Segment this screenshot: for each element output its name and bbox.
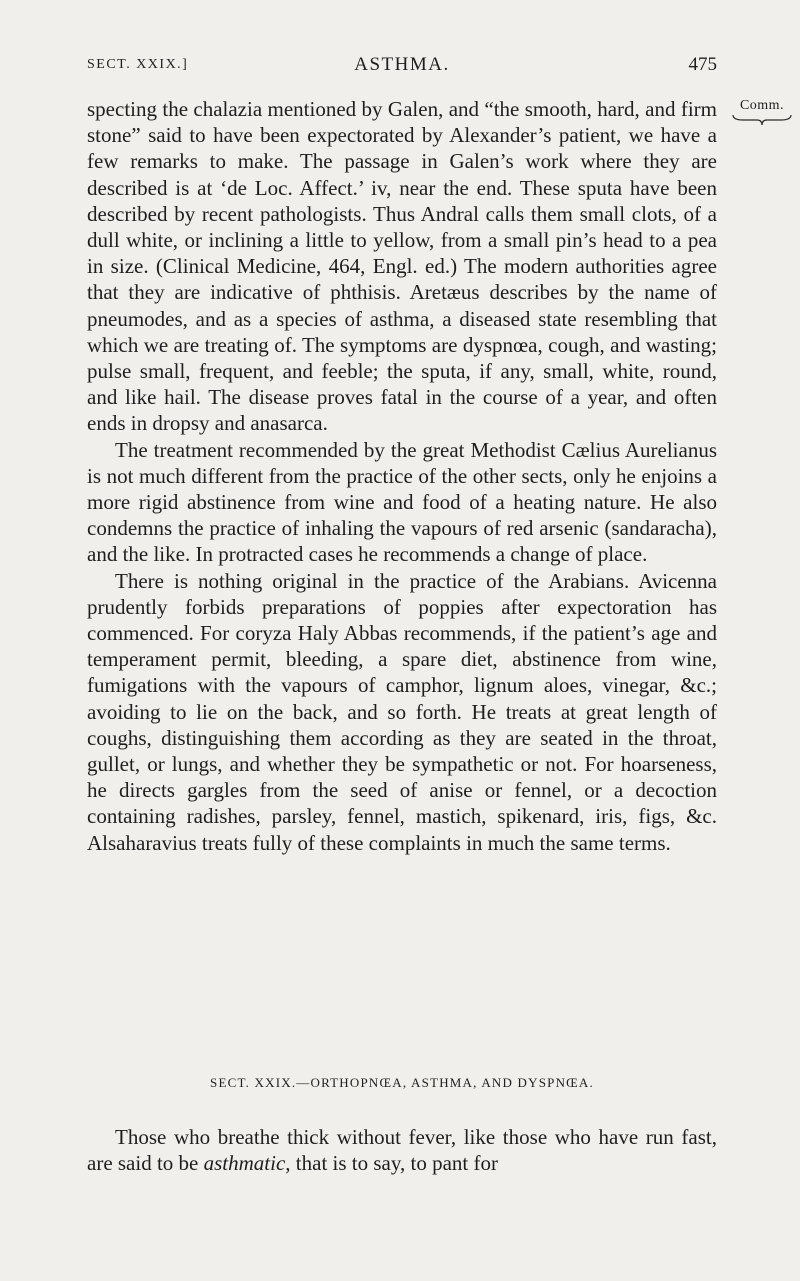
brace-icon	[731, 114, 793, 126]
section-reference: SECT. XXIX.]	[87, 57, 189, 72]
marginal-note-label: Comm.	[739, 98, 785, 113]
paragraph-arabians: There is nothing original in the practice of the Arabians. Avicenna prudently forbids preparations of poppies after expectoration has commenced. For coryza Haly Abbas recommends, if the patient’s age and temperament permit, bleeding, a spare diet, abstinence from wine, fumigations with the vapours of camphor, lignum aloes, vinegar, &c.; avoiding to lie on the back, and so forth. He treats at great length of coughs, distinguishing them according as they are seated in the throat, gullet, or lungs, and whether they be sympathetic or not. For hoarseness, he directs gargles from the seed of anise or fennel, or a decoction containing radishes, parsley, fennel, mastich, spikenard, iris, figs, &c. Alsaharavius treats fully of these complaints in much the same terms.	[87, 568, 717, 855]
page-title: ASTHMA.	[354, 54, 450, 75]
paragraph-continuation: specting the chalazia mentioned by Galen, and “the smooth, hard, and firm stone” said to have been expectorated by Alexander’s patient, we have a few remarks to make. The passage in Galen’s work where they are described is at ‘de Loc. Affect.’ iv, near the end. These sputa have been described by recent pathologists. Thus Andral calls them small clots, of a dull white, or inclining a little to yellow, from a small pin’s head to a pea in size. (Clinical Medicine, 464, Engl. ed.) The modern authorities agree that they are indicative of phthisis. Aretæus describes by the name of pneumodes, and as a species of asthma, a diseased state resembling that which we are treating of. The symptoms are dyspnœa, cough, and wasting; pulse small, frequent, and feeble; the sputa, if any, small, white, round, and like hail. The disease proves fatal in the course of a year, and often ends in dropsy and anasarca.	[87, 97, 717, 436]
main-text	[87, 96, 717, 856]
section-heading: SECT. XXIX.—ORTHOPNŒA, ASTHMA, AND DYSPNŒA.	[210, 1075, 594, 1090]
closing-text-end: , that is to say, to pant for	[285, 1151, 498, 1176]
closing-text-italic: asthmatic	[203, 1151, 286, 1176]
marginal-note	[729, 98, 795, 126]
paragraph-asthma-definition	[87, 1124, 717, 1176]
closing-text	[87, 1124, 717, 1176]
page-number: 475	[688, 54, 717, 75]
running-head	[87, 54, 717, 78]
closing-text-start: Those who breathe thick without fever, like those who have run fast, are said to be	[87, 1125, 717, 1176]
paragraph-caelius: The treatment recommended by the great Methodist Cælius Aurelianus is not much different from the practice of the other sects, only he enjoins a more rigid abstinence from wine and food of a heating nature. He also condemns the practice of inhaling the vapours of red arsenic (sandaracha), and the like. In protracted cases he recommends a change of place.	[87, 437, 717, 567]
